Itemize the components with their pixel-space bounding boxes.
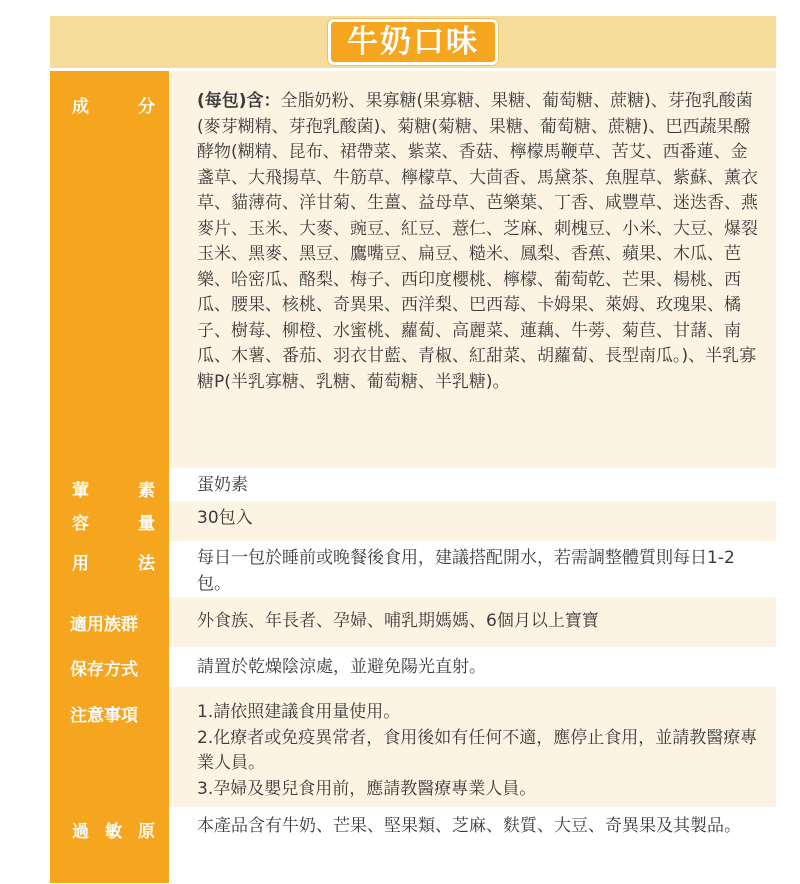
caution-item-2: 2.化療者或免疫異常者，食用後如有任何不適，應停止食用，並請教醫療專業人員。 bbox=[197, 727, 758, 773]
ingredients-text: 全脂奶粉、果寡糖(果寡糖、果糖、葡萄糖、蔗糖)、芽孢乳酸菌(麥芽糊精、芽孢乳酸菌)、菊糖(菊糖、果糖、葡萄糖、蔗糖)、巴西蔬果醱酵物(糊精、昆布、裙帶菜、紫菜、香菇、檸檬馬鞭草、苦艾、西番蓮、金盞草、大飛揚草、牛筋草、檸檬草、大茴香、馬黛茶、魚腥草、紫蘇、薰衣草、貓薄荷、洋甘菊、生薑、益母草、芭樂葉、丁香、咸豐草、迷迭香、燕麥片、玉米、大麥、豌豆、紅豆、薏仁、芝麻、刺槐豆、小米、大豆、爆裂玉米、黑麥、黑豆、鷹嘴豆、扁豆、糙米、鳳梨、香蕉、蘋果、木瓜、芭樂、哈密瓜、酪梨、梅子、西印度櫻桃、檸檬、葡萄乾、芒果、楊桃、西瓜、腰果、核桃、奇異果、西洋梨、巴西莓、卡姆果、萊姆、玫瑰果、橘子、樹莓、柳橙、水蜜桃、蘿蔔、高麗菜、蓮藕、牛蒡、菊苣、甘藷、南瓜、木薯、番茄、羽衣甘藍、青椒、紅甜菜、胡蘿蔔、長型南瓜。)、半乳寡糖P(半乳寡糖、乳糖、葡萄糖、半乳糖)。 bbox=[197, 91, 758, 392]
value-usage: 每日一包於睡前或晚餐後食用，建議搭配開水，若需調整體質則每日1-2包。 bbox=[169, 541, 776, 597]
row-diet bbox=[50, 468, 776, 501]
product-spec-sheet bbox=[50, 16, 776, 884]
row-storage bbox=[50, 647, 776, 687]
row-usage bbox=[50, 541, 776, 597]
value-diet: 蛋奶素 bbox=[169, 468, 776, 501]
value-ingredients bbox=[169, 71, 776, 468]
value-capacity: 30包入 bbox=[169, 501, 776, 541]
label-storage: 保存方式 bbox=[50, 647, 169, 687]
spec-table bbox=[50, 71, 776, 883]
label-target-group: 適用族群 bbox=[50, 597, 169, 647]
value-allergens: 本產品含有牛奶、芒果、堅果類、芝麻、麩質、大豆、奇異果及其製品。 bbox=[169, 807, 776, 883]
label-ingredients: 成 分 bbox=[50, 71, 169, 468]
value-storage: 請置於乾燥陰涼處，並避免陽光直射。 bbox=[169, 647, 776, 687]
row-target-group bbox=[50, 597, 776, 647]
row-ingredients bbox=[50, 71, 776, 468]
ingredients-prefix: (每包)含： bbox=[197, 91, 281, 111]
caution-item-3: 3.孕婦及嬰兒食用前，應請教醫療專業人員。 bbox=[197, 778, 537, 799]
title-band bbox=[50, 16, 776, 68]
label-usage: 用 法 bbox=[50, 541, 169, 597]
label-allergens: 過 敏 原 bbox=[50, 807, 169, 883]
caution-item-1: 1.請依照建議食用量使用。 bbox=[197, 702, 401, 722]
label-diet: 葷 素 bbox=[50, 468, 169, 501]
label-cautions: 注意事項 bbox=[50, 687, 169, 807]
value-cautions bbox=[169, 687, 776, 807]
row-capacity bbox=[50, 501, 776, 541]
row-allergens bbox=[50, 807, 776, 883]
label-capacity: 容 量 bbox=[50, 501, 169, 541]
value-target-group: 外食族、年長者、孕婦、哺乳期媽媽、6個月以上寶寶 bbox=[169, 597, 776, 647]
row-cautions bbox=[50, 687, 776, 807]
product-title: 牛奶口味 bbox=[328, 19, 498, 65]
